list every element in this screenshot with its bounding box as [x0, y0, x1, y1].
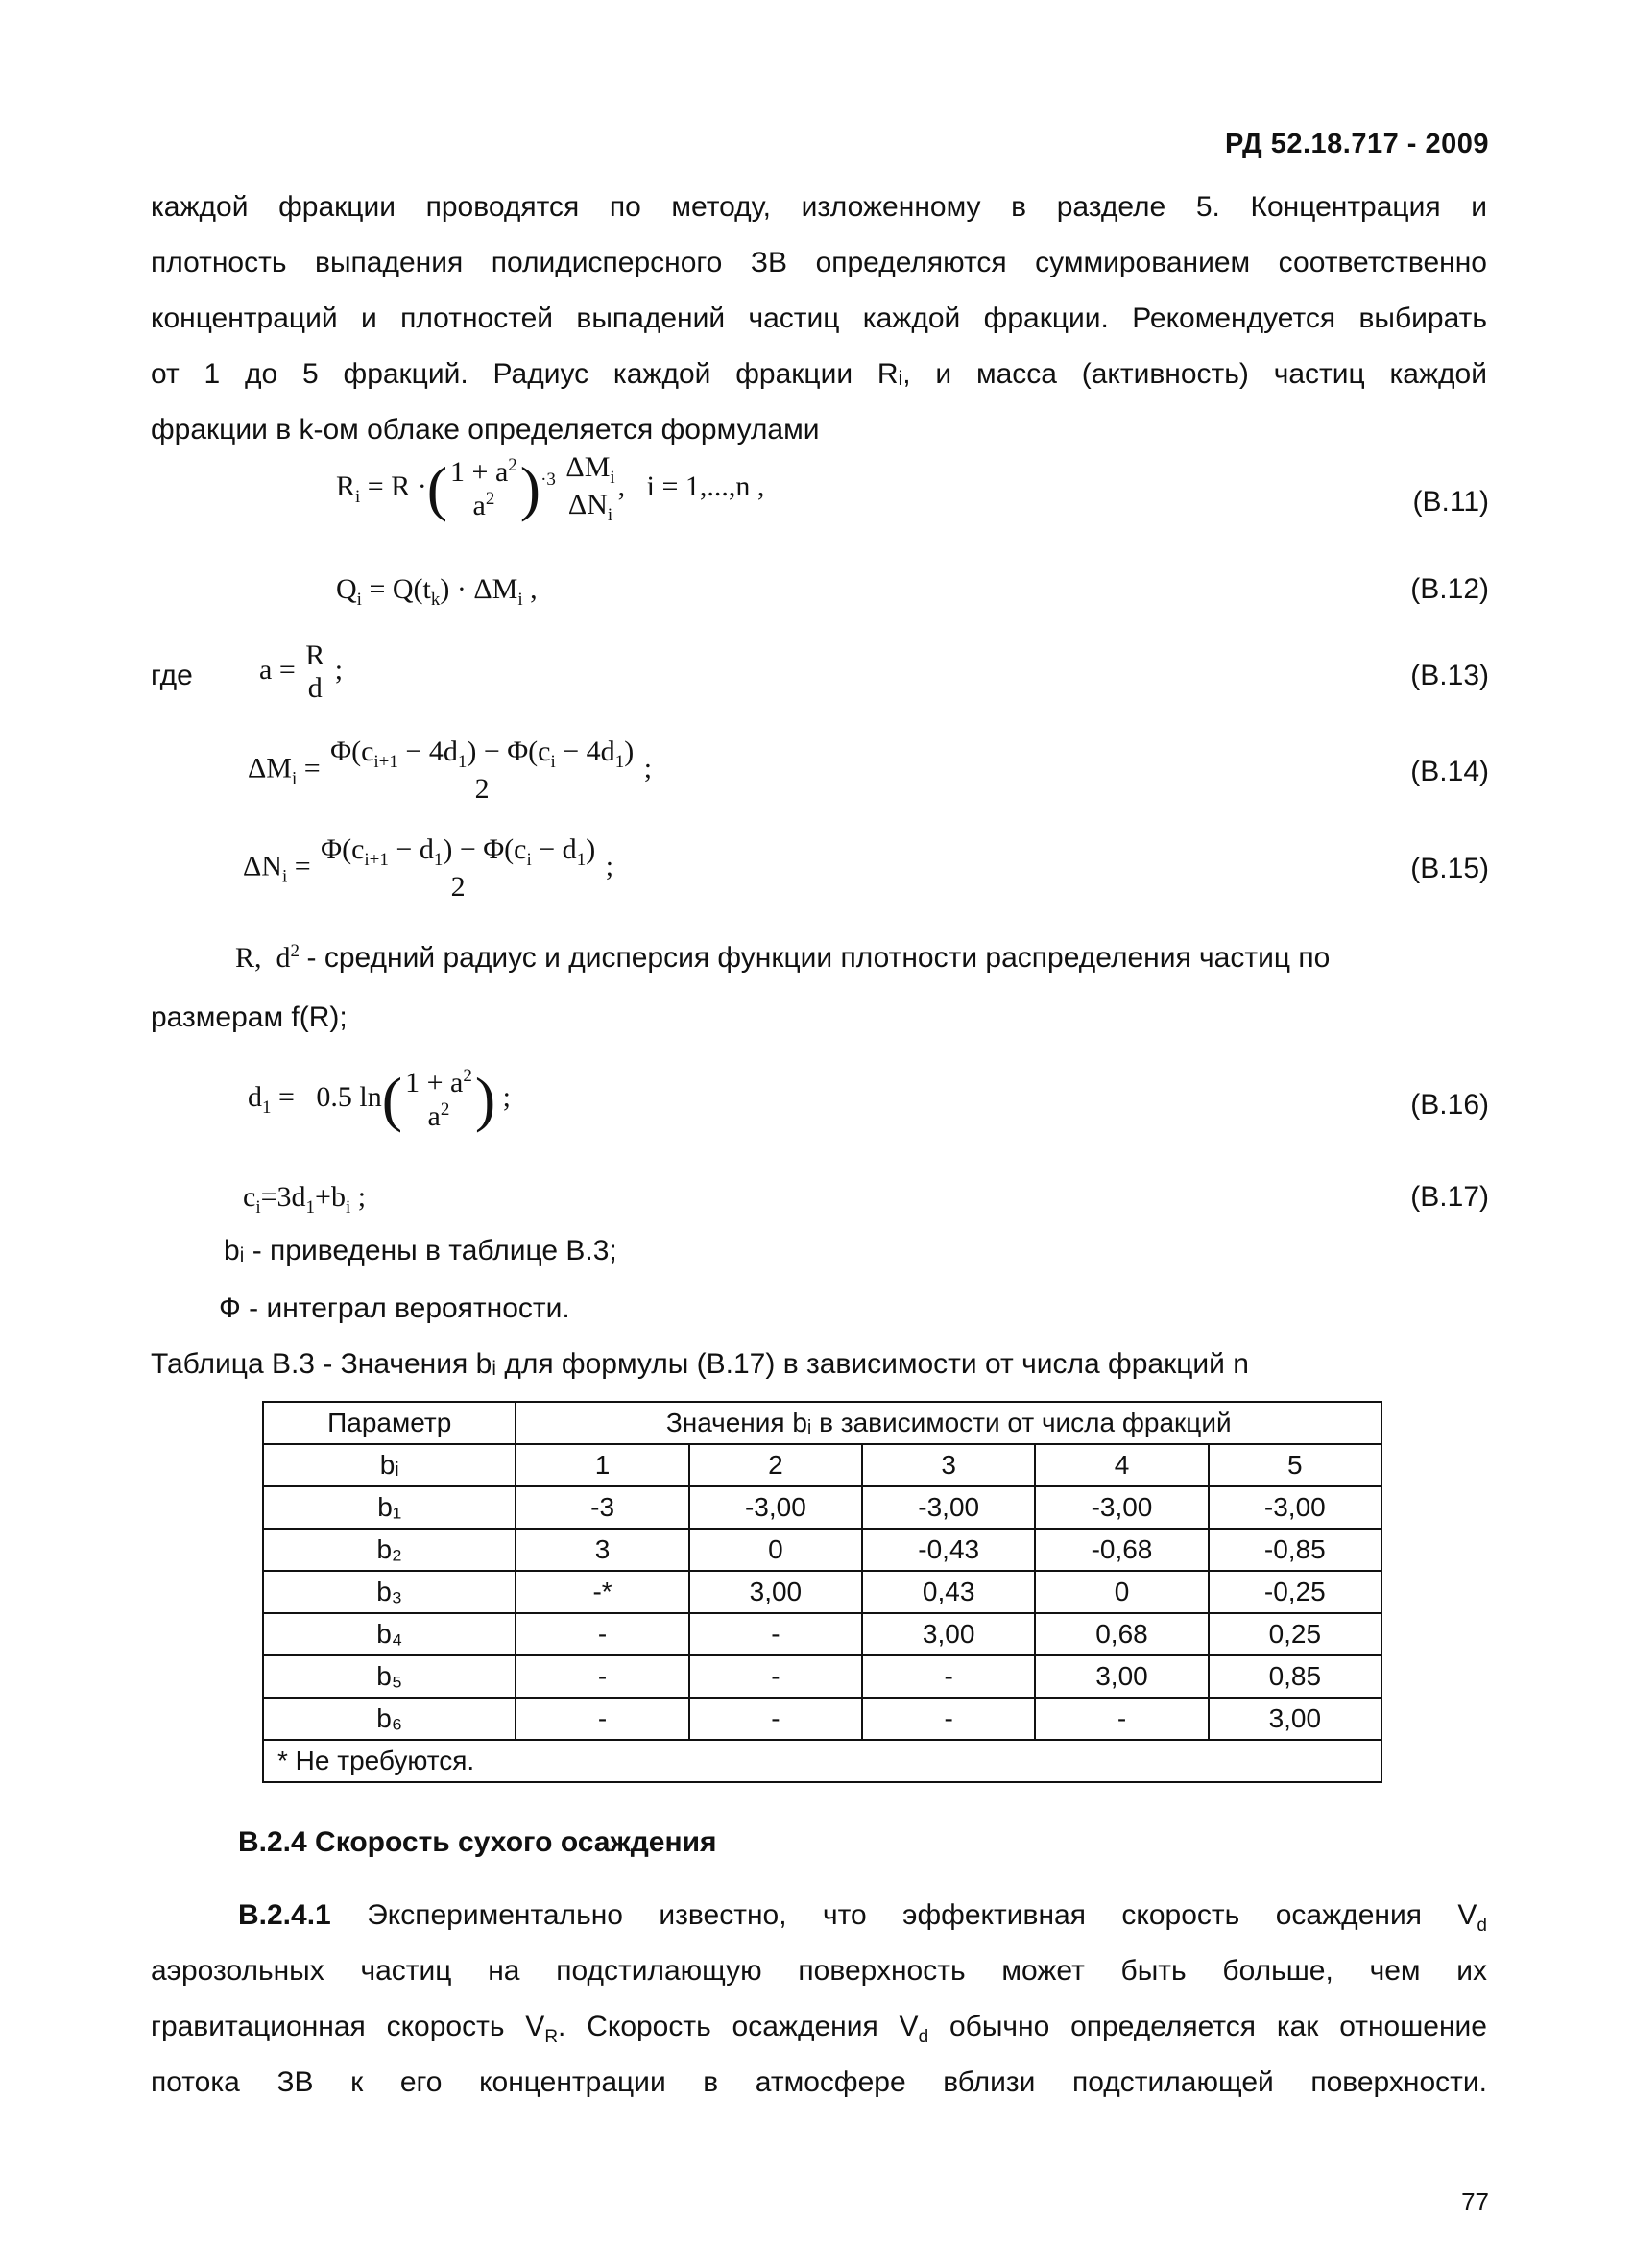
table-cell: -0,68 — [1035, 1529, 1208, 1571]
table-cell: 0,68 — [1035, 1613, 1208, 1655]
formula-b17: $c_i=3d_1+b_i$ ; — [243, 1181, 367, 1218]
table-cell: - — [689, 1613, 862, 1655]
equation-number: (В.17) — [1410, 1181, 1489, 1213]
section-number: В.2.4.1 — [238, 1899, 331, 1931]
row-label: b₁ — [263, 1486, 516, 1529]
table-cell: -* — [516, 1571, 688, 1613]
section-line: аэрозольных частиц на подстилающую поверхность может быть больше, чем их — [151, 1955, 1487, 1987]
table-cell: - — [516, 1655, 688, 1698]
table-cell: 0 — [1035, 1571, 1208, 1613]
section-paragraph — [151, 1888, 1487, 2111]
column-header: 3 — [862, 1444, 1035, 1486]
subscript-r: R — [544, 2027, 559, 2047]
table-row — [263, 1571, 1381, 1613]
values-table — [262, 1401, 1382, 1783]
formula-b12: $Q_i = Q(t_k) \cdot \Delta M_i$ , — [336, 573, 538, 610]
table-cell: -3,00 — [1035, 1486, 1208, 1529]
row-label: b₂ — [263, 1529, 516, 1571]
section-text: . Скорость осаждения V — [558, 2011, 919, 2042]
table-row — [263, 1529, 1381, 1571]
equation-number: (В.15) — [1410, 853, 1489, 884]
section-line — [151, 1888, 1487, 1943]
table-cell: - — [1035, 1698, 1208, 1740]
table-cell: 0,85 — [1209, 1655, 1381, 1698]
intro-paragraph — [151, 180, 1487, 458]
phi-note: Ф - интеграл вероятности. — [219, 1292, 570, 1324]
param-sub: bᵢ — [263, 1444, 516, 1486]
table-cell: -3,00 — [689, 1486, 862, 1529]
section-text: Экспериментально известно, что эффективная скорость осаждения V — [330, 1899, 1477, 1931]
intro-line: каждой фракции проводятся по методу, изложенному в разделе 5. Концентрация и — [151, 191, 1487, 223]
column-header: 5 — [1209, 1444, 1381, 1486]
equation-number: (В.14) — [1410, 756, 1489, 787]
formula-b13: a = R d ; — [259, 639, 344, 704]
row-label: b₅ — [263, 1655, 516, 1698]
table-cell: 3,00 — [689, 1571, 862, 1613]
table-caption: Таблица В.3 - Значения bᵢ для формулы (В.17) в зависимости от числа фракций n — [151, 1348, 1249, 1380]
table-cell: -0,25 — [1209, 1571, 1381, 1613]
page-number: 77 — [1461, 2187, 1489, 2216]
table-cell: 3,00 — [1209, 1698, 1381, 1740]
formula-b11: $R_i = R$ ·( $1 + a^2$ $a^2$ )$^{\cdot 3}$ $\Delta M_i$ $\Delta N_i$ , i = 1,...,n , — [336, 451, 765, 525]
section-line: потока ЗВ к его концентрации в атмосфере вблизи подстилающей поверхности. — [151, 2066, 1487, 2098]
column-header: 1 — [516, 1444, 688, 1486]
equation-number: (В.16) — [1410, 1089, 1489, 1121]
intro-line: фракции в k-ом облаке определяется формулами — [151, 414, 820, 446]
table-cell: -3,00 — [862, 1486, 1035, 1529]
column-header: 2 — [689, 1444, 862, 1486]
intro-line: от 1 до 5 фракций. Радиус каждой фракции Rᵢ, и масса (активность) частиц каждой — [151, 358, 1487, 390]
table-cell: - — [689, 1655, 862, 1698]
formula-b14: $\Delta M_i$ = $\Phi(c_{i+1} - 4d_1) - \Phi(c_i - 4d_1)$ 2 ; — [248, 736, 653, 805]
equation-number: (В.11) — [1412, 486, 1489, 518]
table-row — [263, 1655, 1381, 1698]
table-row — [263, 1486, 1381, 1529]
section-text: обычно определяется как отношение — [928, 2011, 1487, 2042]
table-cell: -3,00 — [1209, 1486, 1381, 1529]
equation-number: (В.12) — [1410, 573, 1489, 605]
table-cell: 0 — [689, 1529, 862, 1571]
table-cell: 3,00 — [1035, 1655, 1208, 1698]
values-header: Значения bᵢ в зависимости от числа фракций — [516, 1402, 1381, 1444]
table-row — [263, 1698, 1381, 1740]
table-cell: 0,25 — [1209, 1613, 1381, 1655]
rd-text: - средний радиус и дисперсия функции плотности распределения частиц по — [306, 942, 1331, 974]
row-label: b₆ — [263, 1698, 516, 1740]
table-cell: - — [862, 1698, 1035, 1740]
intro-line: концентраций и плотностей выпадений частиц каждой фракции. Рекомендуется выбирать — [151, 302, 1487, 334]
table-subheader-row — [263, 1444, 1381, 1486]
table-cell: - — [516, 1613, 688, 1655]
rd-description-cont: размерам f(R); — [151, 1001, 348, 1033]
table-footnote-row — [263, 1740, 1381, 1782]
table-cell: - — [689, 1698, 862, 1740]
table-cell: -0,85 — [1209, 1529, 1381, 1571]
formula-b16: $d_1 = 0.5$ ln( $1 + a^2$ $a^2$ ) ; — [248, 1065, 511, 1133]
table-cell: -3 — [516, 1486, 688, 1529]
subscript-d: d — [918, 2027, 929, 2047]
section-text: гравитационная скорость V — [151, 2011, 545, 2042]
param-header: Параметр — [263, 1402, 516, 1444]
where-label: где — [151, 660, 193, 691]
intro-line: плотность выпадения полидисперсного ЗВ определяются суммированием соответственно — [151, 247, 1487, 278]
equation-number: (В.13) — [1410, 660, 1489, 691]
table-header-row — [263, 1402, 1381, 1444]
rd-description: R, $d^2$ - средний радиус и дисперсия функции плотности распределения частиц по — [235, 941, 1331, 974]
formula-b15: $\Delta N_i$ = $\Phi(c_{i+1} - d_1) - \Phi(c_i - d_1)$ 2 ; — [243, 833, 614, 903]
table-cell: - — [516, 1698, 688, 1740]
subscript-d: d — [1477, 1916, 1487, 1936]
column-header: 4 — [1035, 1444, 1208, 1486]
bi-note: bᵢ - приведены в таблице В.3; — [224, 1235, 617, 1267]
table-cell: 3,00 — [862, 1613, 1035, 1655]
table-row — [263, 1613, 1381, 1655]
row-label: b₃ — [263, 1571, 516, 1613]
table-cell: 3 — [516, 1529, 688, 1571]
table-cell: 0,43 — [862, 1571, 1035, 1613]
page-header: РД 52.18.717 - 2009 — [1224, 129, 1489, 159]
table-cell: - — [862, 1655, 1035, 1698]
table-footnote: * Не требуются. — [263, 1740, 1381, 1782]
table-cell: -0,43 — [862, 1529, 1035, 1571]
section-title: В.2.4 Скорость сухого осаждения — [238, 1826, 717, 1858]
section-line — [151, 1999, 1487, 2055]
row-label: b₄ — [263, 1613, 516, 1655]
